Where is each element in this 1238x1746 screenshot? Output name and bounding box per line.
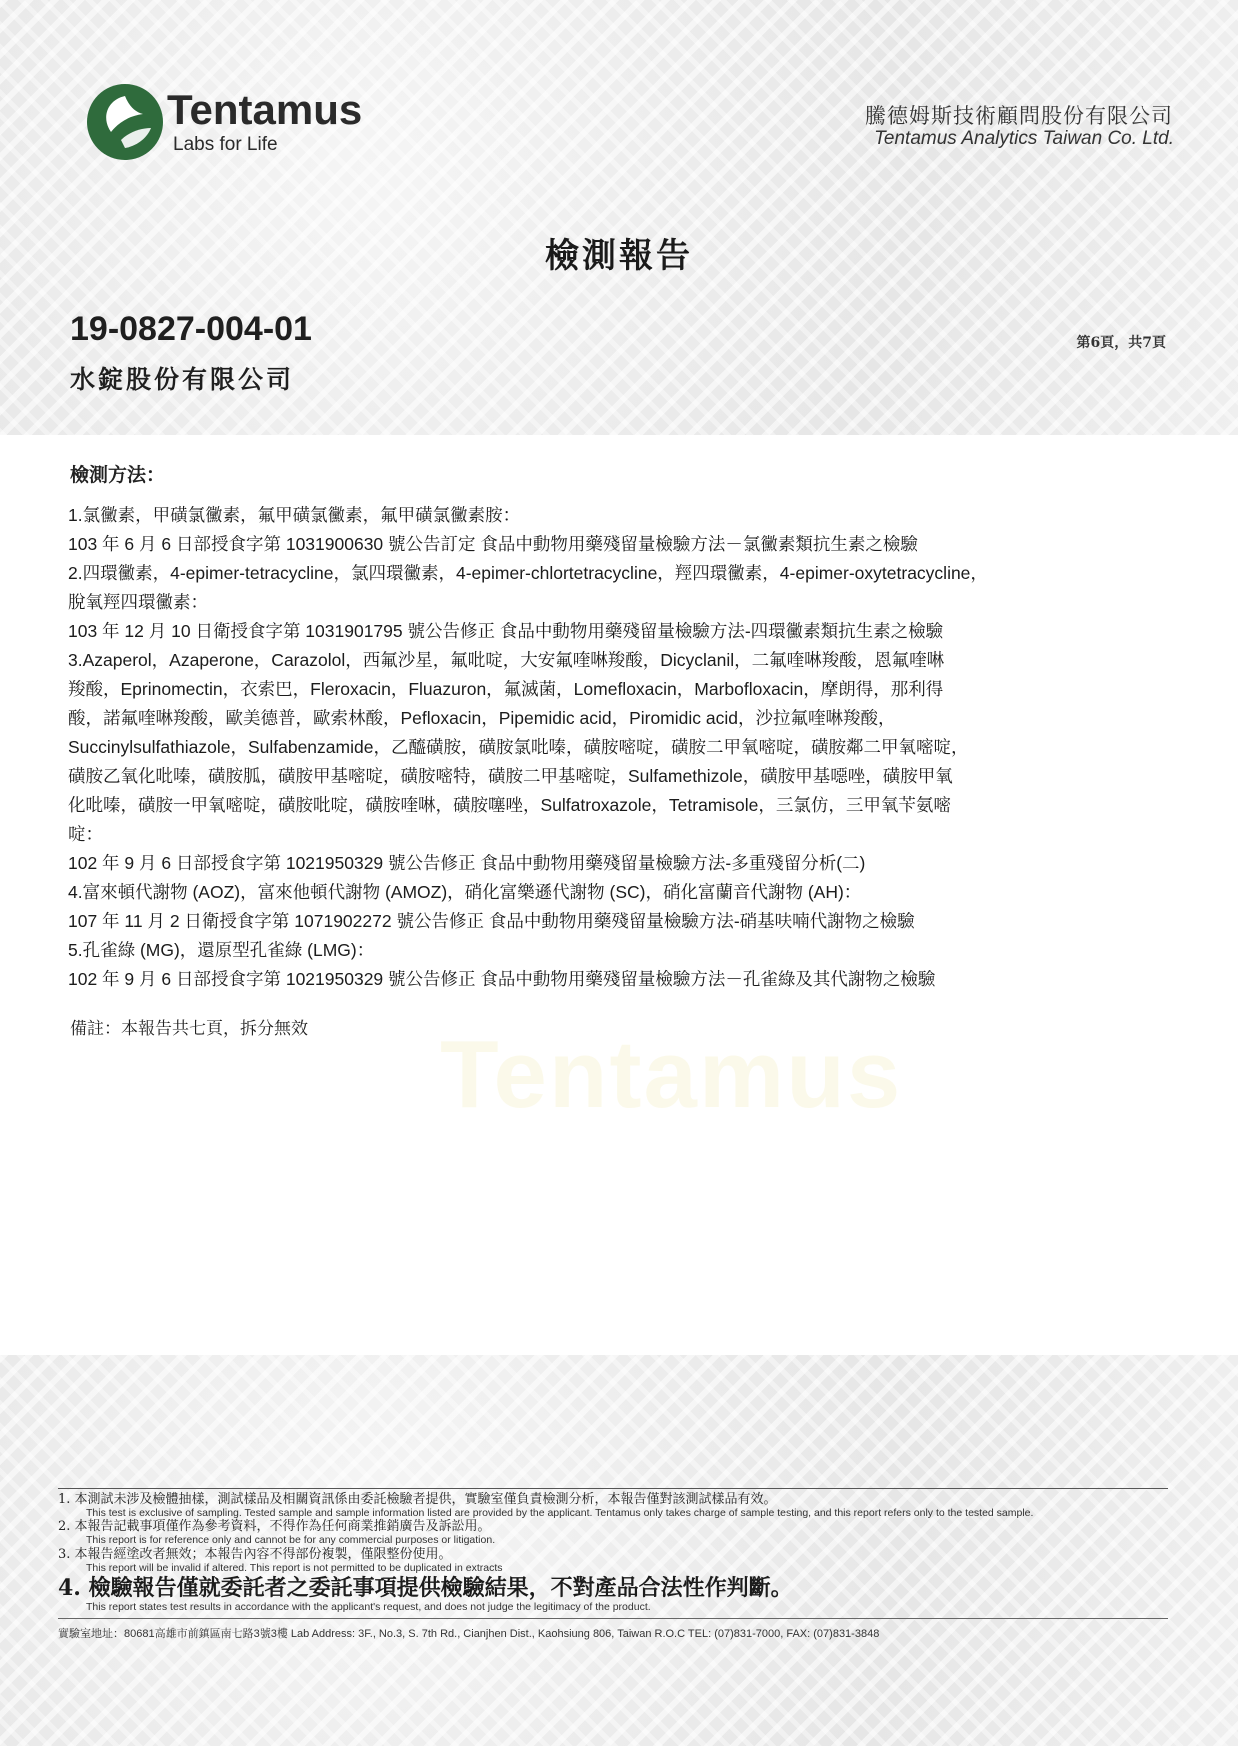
note-2-cn: 2. 本報告記載事項僅作為參考資料，不得作為任何商業推銷廣告及訴訟用。	[58, 1519, 491, 1534]
method-line: Succinylsulfathiazole，Sulfabenzamide，乙醯磺胺，磺胺氯吡嗪，磺胺嘧啶，磺胺二甲氧嘧啶，磺胺鄰二甲氧嘧啶，	[68, 737, 969, 757]
method-line: 4.富來頓代謝物 (AOZ)，富來他頓代謝物 (AMOZ)，硝化富樂遜代謝物 (SC)，硝化富蘭音代謝物 (AH)：	[68, 882, 862, 902]
note-4-cn: 4. 檢驗報告僅就委託者之委託事項提供檢驗結果，不對產品合法性作判斷。	[58, 1575, 793, 1601]
methods-body	[68, 502, 1175, 995]
method-line: 化吡嗪，磺胺一甲氧嘧啶，磺胺吡啶，磺胺喹啉，磺胺噻唑，Sulfatroxazole，Tetramisole，三氯仿，三甲氧苄氨嘧	[68, 795, 951, 815]
lab-address: 實驗室地址：80681高雄市前鎮區南七路3號3樓 Lab Address: 3F., No.3, S. 7th Rd., Cianjhen Dist., Kaohsiung 806, Taiwan R.O.C TEL: (07)831-7000, FAX: (07)831-3848	[58, 1628, 880, 1640]
footer-notes	[58, 1492, 1168, 1641]
method-line: 1.氯黴素，甲磺氯黴素，氟甲磺氯黴素，氟甲磺氯黴素胺：	[68, 505, 521, 525]
method-line: 3.Azaperol，Azaperone，Carazolol，西氟沙星，氟吡啶，大安氟喹啉羧酸，Dicyclanil，二氟喹啉羧酸，恩氟喹啉	[68, 650, 945, 670]
method-line: 107 年 11 月 2 日衛授食字第 1071902272 號公告修正 食品中動物用藥殘留量檢驗方法-硝基呋喃代謝物之檢驗	[68, 911, 915, 931]
note-2-en: This report is for reference only and cannot be for any commercial purposes or litigation.	[86, 1534, 496, 1546]
note-3-en: This report will be invalid if altered. This report is not permitted to be duplicated in extracts	[86, 1562, 503, 1574]
page-indicator: 第6頁，共7頁	[1076, 335, 1166, 351]
company-name-en: Tentamus Analytics Taiwan Co. Ltd.	[874, 128, 1174, 149]
report-number: 19-0827-004-01	[70, 310, 312, 348]
address-divider	[58, 1618, 1168, 1619]
method-line: 2.四環黴素，4-epimer-tetracycline，氯四環黴素，4-epimer-chlortetracycline，羥四環黴素，4-epimer-oxytetracycline，	[68, 563, 988, 583]
method-line: 103 年 6 月 6 日部授食字第 1031900630 號公告訂定 食品中動物用藥殘留量檢驗方法－氯黴素類抗生素之檢驗	[68, 534, 918, 554]
method-line: 羧酸，Eprinomectin，衣索巴，Fleroxacin，Fluazuron，氟滅菌，Lomefloxacin，Marbofloxacin，摩朗得，那利得	[68, 679, 944, 699]
method-line: 103 年 12 月 10 日衛授食字第 1031901795 號公告修正 食品中動物用藥殘留量檢驗方法-四環黴素類抗生素之檢驗	[68, 621, 944, 641]
method-line: 脫氧羥四環黴素：	[68, 592, 208, 612]
note-4-en: This report states test results in accordance with the applicant's request, and does not judge the legitimacy of the product.	[86, 1601, 651, 1613]
method-line: 酸，諾氟喹啉羧酸，歐美德普，歐索林酸，Pefloxacin，Pipemidic acid，Piromidic acid，沙拉氟喹啉羧酸，	[68, 708, 896, 728]
note-1-cn: 1. 本測試未涉及檢體抽樣，測試樣品及相關資訊係由委託檢驗者提供，實驗室僅負責檢測分析，本報告僅對該測試樣品有效。	[58, 1492, 777, 1507]
tentamus-logo-icon	[85, 82, 165, 162]
brand-tagline: Labs for Life	[173, 134, 278, 155]
method-line: 5.孔雀綠 (MG)，還原型孔雀綠 (LMG)：	[68, 940, 375, 960]
method-line: 102 年 9 月 6 日部授食字第 1021950329 號公告修正 食品中動物用藥殘留量檢驗方法-多重殘留分析(二)	[68, 853, 866, 873]
method-line: 啶：	[68, 824, 103, 844]
note-3-cn: 3. 本報告經塗改者無效；本報告內容不得部份複製，僅限整份使用。	[58, 1547, 452, 1562]
company-name-cn: 騰德姆斯技術顧問股份有限公司	[865, 104, 1173, 128]
watermark: Tentamus	[440, 1021, 903, 1128]
brand-name: Tentamus	[167, 86, 363, 133]
remark: 備註：本報告共七頁，拆分無效	[70, 1019, 308, 1039]
client-name: 水錠股份有限公司	[70, 365, 295, 394]
method-line: 磺胺乙氧化吡嗪，磺胺胍，磺胺甲基嘧啶，磺胺嘧特，磺胺二甲基嘧啶，Sulfamethizole，磺胺甲基噁唑，磺胺甲氧	[68, 766, 953, 786]
methods-heading: 檢測方法：	[70, 464, 166, 486]
footer-divider	[58, 1488, 1168, 1489]
document-title: 檢測報告	[545, 236, 693, 276]
note-1-en: This test is exclusive of sampling. Tested sample and sample information listed are provided by the applicant. Tentamus only takes charge of sample testing, and this report refers only to the tested sample.	[86, 1507, 1034, 1519]
company-logo	[85, 82, 385, 162]
method-line: 102 年 9 月 6 日部授食字第 1021950329 號公告修正 食品中動物用藥殘留量檢驗方法－孔雀綠及其代謝物之檢驗	[68, 969, 936, 989]
